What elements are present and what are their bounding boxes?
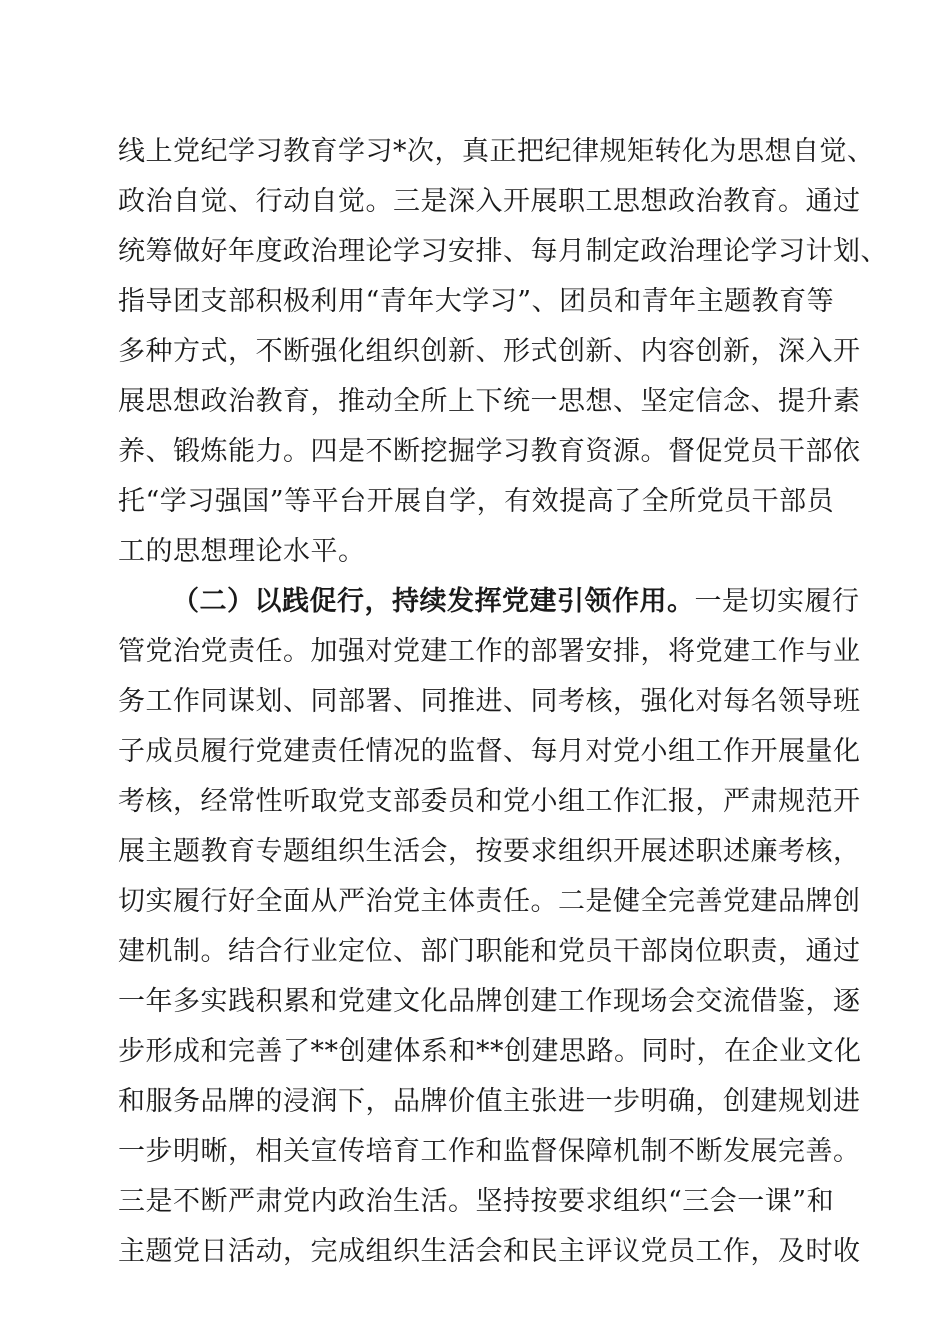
text-line: 政治自觉、行动自觉。三是深入开展职工思想政治教育。通过 — [118, 186, 861, 217]
section-heading: （二）以践促行，持续发挥党建引领作用。 — [172, 586, 695, 617]
text-line: 考核，经常性听取党支部委员和党小组工作汇报，严肃规范开 — [118, 786, 861, 817]
text-line: 展主题教育专题组织生活会，按要求组织开展述职述廉考核， — [118, 836, 861, 867]
text-line: 一年多实践积累和党建文化品牌创建工作现场会交流借鉴，逐 — [118, 986, 861, 1017]
section-first-line-text: 一是切实履行 — [694, 586, 860, 617]
text-line: 三是不断严肃党内政治生活。坚持按要求组织“三会一课”和 — [118, 1186, 835, 1217]
text-line: 工的思想理论水平。 — [118, 536, 366, 567]
text-line: 子成员履行党建责任情况的监督、每月对党小组工作开展量化 — [118, 736, 861, 767]
text-line: 一步明晰，相关宣传培育工作和监督保障机制不断发展完善。 — [118, 1136, 861, 1167]
text-line: 建机制。结合行业定位、部门职能和党员干部岗位职责，通过 — [118, 936, 861, 967]
text-line: 主题党日活动，完成组织生活会和民主评议党员工作，及时收 — [118, 1236, 861, 1267]
text-line: 线上党纪学习教育学习*次，真正把纪律规矩转化为思想自觉、 — [118, 136, 875, 167]
text-line: 托“学习强国”等平台开展自学，有效提高了全所党员干部员 — [118, 486, 835, 517]
text-line: 展思想政治教育，推动全所上下统一思想、坚定信念、提升素 — [118, 386, 861, 417]
text-line: 步形成和完善了**创建体系和**创建思路。同时，在企业文化 — [118, 1036, 862, 1067]
text-line: 多种方式，不断强化组织创新、形式创新、内容创新，深入开 — [118, 336, 861, 367]
text-line: 切实履行好全面从严治党主体责任。二是健全完善党建品牌创 — [118, 886, 861, 917]
text-line: 管党治党责任。加强对党建工作的部署安排，将党建工作与业 — [118, 636, 861, 667]
text-line: 和服务品牌的浸润下，品牌价值主张进一步明确，创建规划进 — [118, 1086, 861, 1117]
text-line: 养、锻炼能力。四是不断挖掘学习教育资源。督促党员干部依 — [118, 436, 861, 467]
text-line: 务工作同谋划、同部署、同推进、同考核，强化对每名领导班 — [118, 686, 861, 717]
text-line: 指导团支部积极利用“青年大学习”、团员和青年主题教育等 — [118, 286, 835, 317]
document-body — [118, 127, 888, 1277]
text-line: 统筹做好年度政治理论学习安排、每月制定政治理论学习计划、 — [118, 236, 888, 267]
section-first-line — [118, 577, 860, 627]
